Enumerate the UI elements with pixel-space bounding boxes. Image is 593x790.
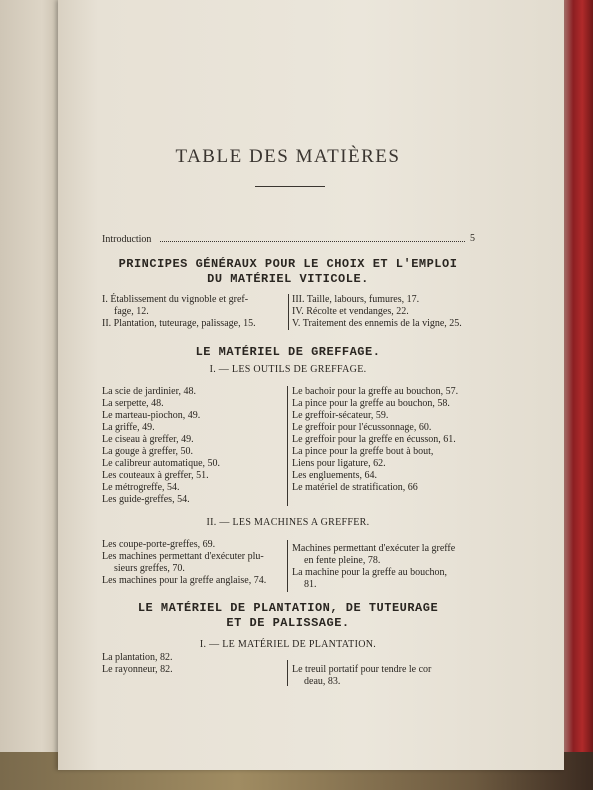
part1-heading-line2: DU MATÉRIEL VITICOLE. — [207, 272, 369, 286]
toc-entry: La scie de jardinier, 48. — [102, 386, 197, 397]
toc-entry: Machines permettant d'exécuter la greffe — [292, 543, 456, 554]
toc-entry: V. Traitement des ennemis de la vigne, 25. — [292, 318, 462, 329]
toc-entry: Le greffoir pour l'écussonnage, 60. — [292, 422, 432, 433]
column-divider — [287, 660, 288, 686]
toc-entry: II. Plantation, tuteurage, palissage, 15. — [102, 318, 256, 329]
toc-entry: Le bachoir pour la greffe au bouchon, 57. — [292, 386, 459, 397]
toc-entry: fage, 12. — [114, 306, 149, 317]
toc-entry: La serpette, 48. — [102, 398, 164, 409]
column-divider — [287, 386, 288, 506]
part2-sub1-heading: I. — LES OUTILS DE GREFFAGE. — [209, 364, 367, 375]
toc-entry: IV. Récolte et vendanges, 22. — [292, 306, 409, 317]
intro-label: Introduction — [102, 234, 152, 245]
toc-entry: Le métrogreffe, 54. — [102, 482, 180, 493]
toc-entry: sieurs greffes, 70. — [114, 563, 185, 574]
toc-entry: La plantation, 82. — [102, 652, 173, 663]
toc-entry: I. Établissement du vignoble et gref- — [102, 294, 249, 305]
part3-heading-line1: LE MATÉRIEL DE PLANTATION, DE TUTEURAGE — [137, 601, 439, 615]
toc-entry: Le matériel de stratification, 66 — [292, 482, 418, 493]
part2-sub2-heading: II. — LES MACHINES A GREFFER. — [206, 517, 370, 528]
intro-page-number: 5 — [470, 233, 475, 244]
toc-entry: Les couteaux à greffer, 51. — [102, 470, 209, 481]
toc-entry: Les engluements, 64. — [292, 470, 377, 481]
toc-entry: Liens pour ligature, 62. — [292, 458, 386, 469]
toc-entry: La pince pour la greffe bout à bout, — [292, 446, 434, 457]
toc-entry: Le ciseau à greffer, 49. — [102, 434, 194, 445]
title-rule — [255, 186, 325, 187]
toc-entry: Les coupe-porte-greffes, 69. — [102, 539, 216, 550]
toc-entry: deau, 83. — [304, 676, 341, 687]
toc-entry: Les guide-greffes, 54. — [102, 494, 190, 505]
toc-entry: Le greffoir-sécateur, 59. — [292, 410, 389, 421]
part1-heading-line1: PRINCIPES GÉNÉRAUX POUR LE CHOIX ET L'EMPLOI — [118, 257, 458, 271]
toc-entry: Le rayonneur, 82. — [102, 664, 173, 675]
toc-entry: La pince pour la greffe au bouchon, 58. — [292, 398, 450, 409]
toc-entry: Le treuil portatif pour tendre le cor — [292, 664, 432, 675]
toc-entry: Le calibreur automatique, 50. — [102, 458, 221, 469]
background-left-page — [0, 0, 60, 790]
part3-sub1-heading: I. — LE MATÉRIEL DE PLANTATION. — [199, 639, 377, 650]
book-page — [58, 0, 564, 770]
toc-entry: Le marteau-piochon, 49. — [102, 410, 201, 421]
part3-heading-line2: ET DE PALISSAGE. — [226, 616, 350, 630]
column-divider — [287, 540, 288, 592]
toc-entry: 81. — [304, 579, 317, 590]
toc-entry: III. Taille, labours, fumures, 17. — [292, 294, 420, 305]
column-divider — [288, 294, 289, 330]
toc-entry: Les machines pour la greffe anglaise, 74. — [102, 575, 267, 586]
part2-heading: LE MATÉRIEL DE GREFFAGE. — [195, 345, 381, 359]
toc-entry: La machine pour la greffe au bouchon, — [292, 567, 448, 578]
intro-leader-dots — [160, 241, 465, 242]
page-title: TABLE DES MATIÈRES — [175, 146, 401, 167]
toc-entry: en fente pleine, 78. — [304, 555, 381, 566]
toc-entry: La gouge à greffer, 50. — [102, 446, 194, 457]
toc-entry: Le greffoir pour la greffe en écusson, 61. — [292, 434, 456, 445]
toc-entry: La griffe, 49. — [102, 422, 155, 433]
toc-entry: Les machines permettant d'exécuter plu- — [102, 551, 264, 562]
